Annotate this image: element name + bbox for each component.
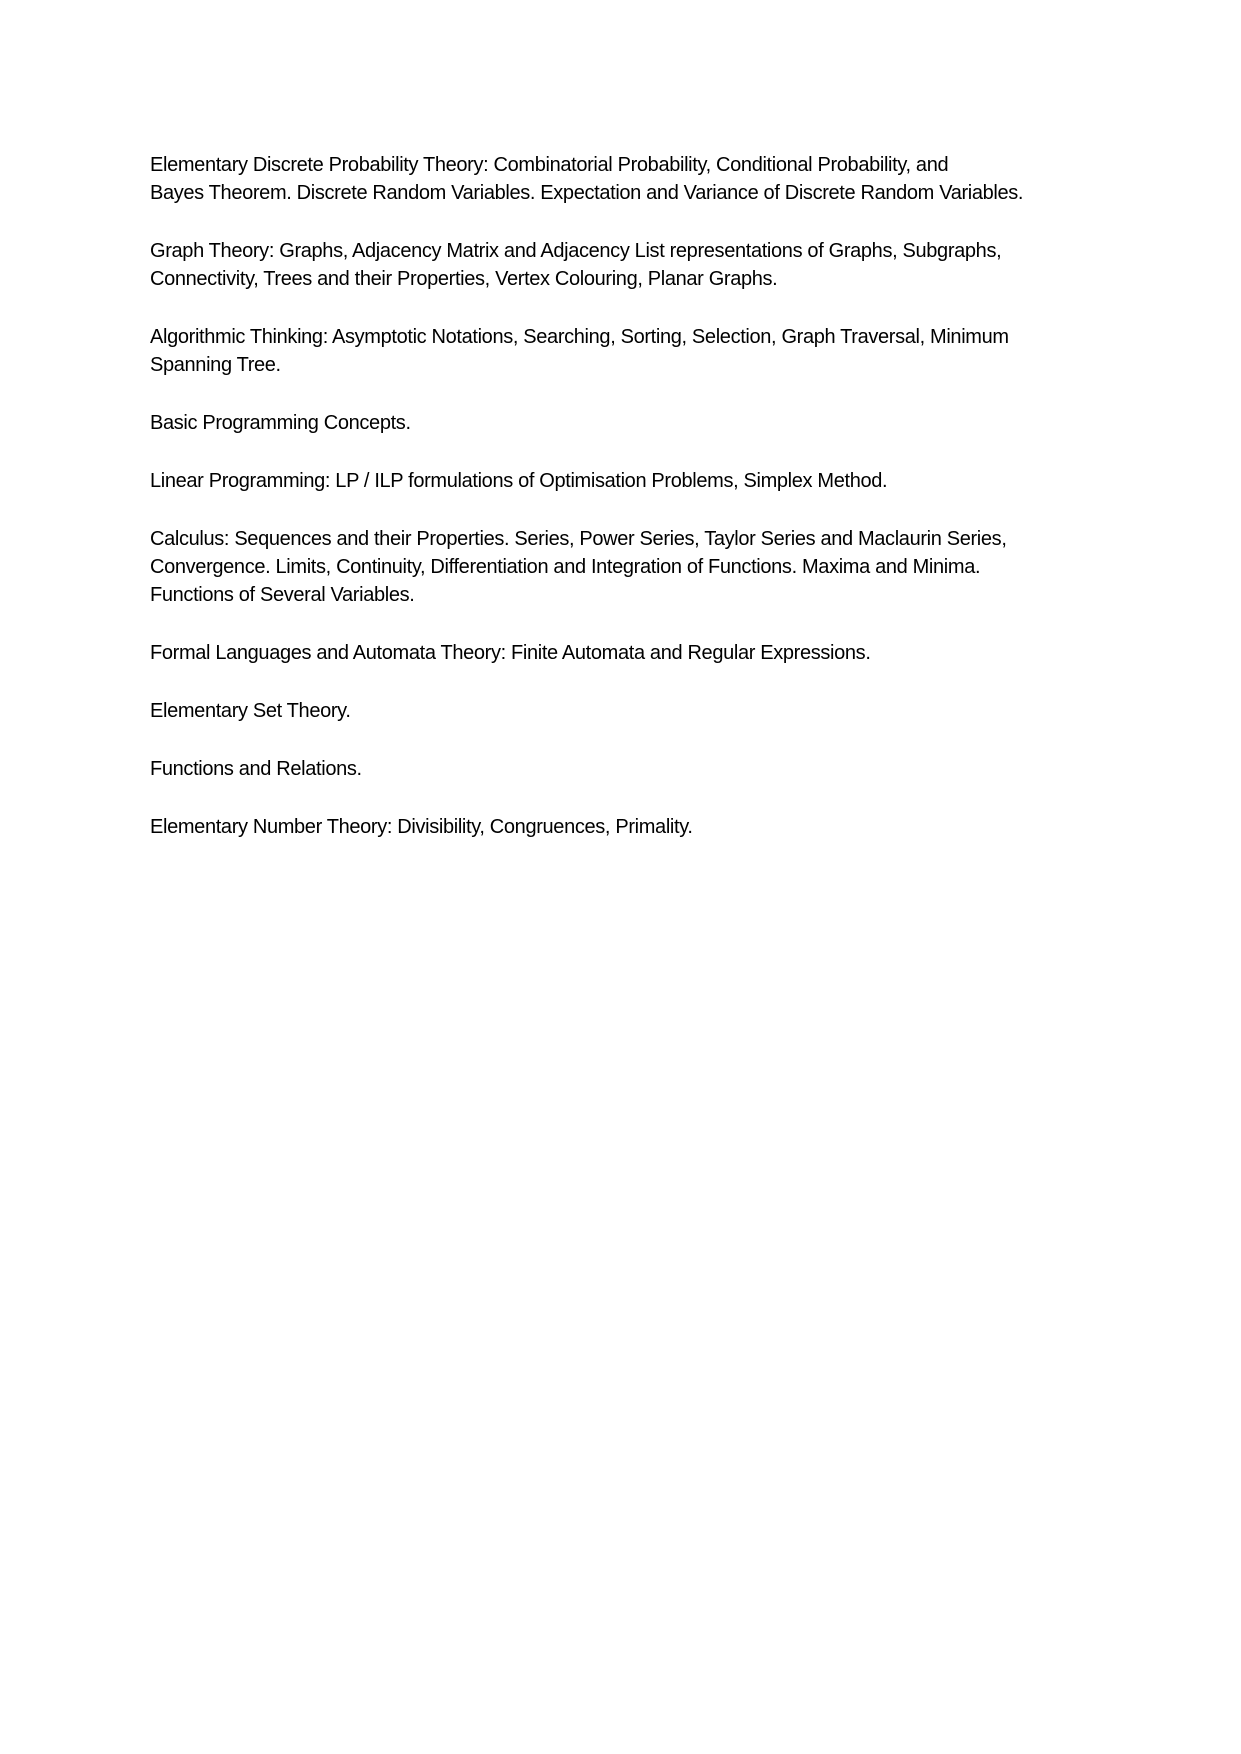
- paragraph-functions-relations: [150, 755, 1100, 783]
- paragraph-line: Functions and Relations.: [150, 758, 362, 780]
- paragraph-line: Elementary Number Theory: Divisibility, Congruences, Primality.: [150, 816, 693, 838]
- paragraph-line: Basic Programming Concepts.: [150, 412, 411, 434]
- paragraph-line: Bayes Theorem. Discrete Random Variables. Expectation and Variance of Discrete Random Variables.: [150, 182, 1024, 204]
- paragraph-calculus: [150, 525, 1100, 609]
- paragraph-line: Connectivity, Trees and their Properties, Vertex Colouring, Planar Graphs.: [150, 268, 778, 290]
- document-body: [150, 151, 1100, 871]
- paragraph-programming: [150, 409, 1100, 437]
- paragraph-line: Spanning Tree.: [150, 354, 281, 376]
- paragraph-algorithmic-thinking: [150, 323, 1100, 379]
- paragraph-line: Elementary Discrete Probability Theory: Combinatorial Probability, Conditional Probability, and: [150, 154, 949, 176]
- paragraph-probability: [150, 151, 1100, 207]
- paragraph-line: Formal Languages and Automata Theory: Finite Automata and Regular Expressions.: [150, 642, 871, 664]
- paragraph-graph-theory: [150, 237, 1100, 293]
- paragraph-set-theory: [150, 697, 1100, 725]
- paragraph-line: Elementary Set Theory.: [150, 700, 351, 722]
- paragraph-line: Calculus: Sequences and their Properties. Series, Power Series, Taylor Series and Maclaurin Series,: [150, 528, 1007, 550]
- paragraph-line: Linear Programming: LP / ILP formulations of Optimisation Problems, Simplex Method.: [150, 470, 888, 492]
- paragraph-line: Functions of Several Variables.: [150, 584, 415, 606]
- paragraph-line: Convergence. Limits, Continuity, Differentiation and Integration of Functions. Maxima and Minima.: [150, 556, 981, 578]
- paragraph-linear-programming: [150, 467, 1100, 495]
- paragraph-number-theory: [150, 813, 1100, 841]
- paragraph-line: Graph Theory: Graphs, Adjacency Matrix and Adjacency List representations of Graphs, Subgraphs,: [150, 240, 1002, 262]
- paragraph-line: Algorithmic Thinking: Asymptotic Notations, Searching, Sorting, Selection, Graph Traversal, Minimum: [150, 326, 1009, 348]
- paragraph-automata: [150, 639, 1100, 667]
